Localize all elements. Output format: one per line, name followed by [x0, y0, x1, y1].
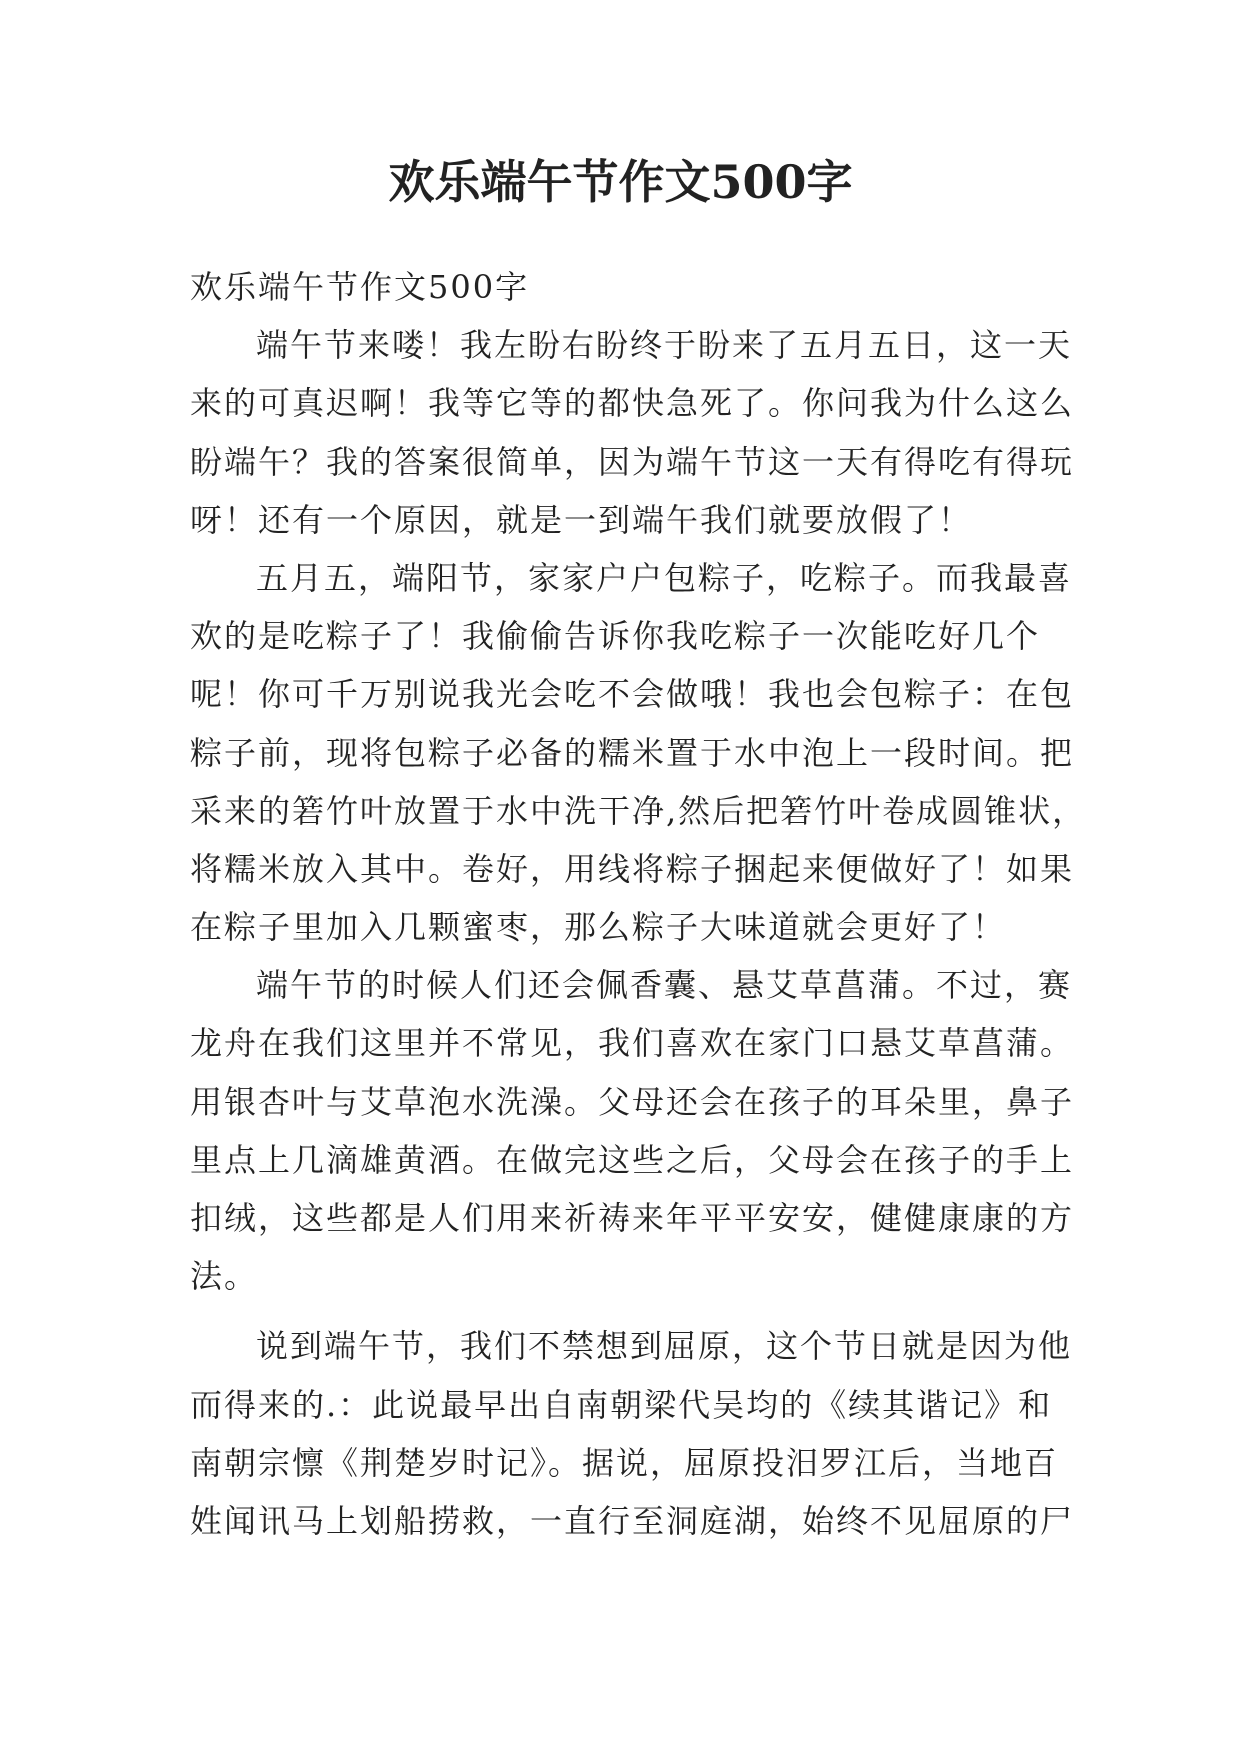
paragraph-3-line-2: 龙舟在我们这里并不常见，我们喜欢在家门口悬艾草菖蒲。: [190, 1024, 1075, 1063]
paragraph-2-line-7: 在粽子里加入几颗蜜枣，那么粽子大味道就会更好了！: [190, 908, 1007, 947]
subtitle-line: 欢乐端午节作文500字: [190, 268, 530, 306]
document-title: 欢乐端午节作文500字: [388, 155, 853, 209]
paragraph-3-line-6: 法。: [190, 1257, 259, 1296]
paragraph-4-line-3: 南朝宗懔《荆楚岁时记》。据说，屈原投汨罗江后，当地百: [190, 1443, 1059, 1482]
document-body: [190, 258, 1087, 1550]
paragraph-2-line-4: 粽子前，现将包粽子必备的糯米置于水中泡上一段时间。把: [190, 733, 1075, 772]
paragraph-4-line-2: 而得来的.：此说最早出自南朝梁代吴均的《续其谐记》和: [190, 1385, 1053, 1424]
paragraph-1-line-2: 来的可真迟啊！我等它等的都快急死了。你问我为什么这么: [190, 384, 1075, 423]
paragraph-4-line-1: 说到端午节，我们不禁想到屈原，这个节日就是因为他: [256, 1327, 1073, 1366]
paragraph-2-line-3: 呢！你可千万别说我光会吃不会做哦！我也会包粽子：在包: [190, 675, 1075, 714]
paragraph-2-line-5: 采来的箬竹叶放置于水中洗干净,然后把箬竹叶卷成圆锥状，: [190, 791, 1087, 830]
paragraph-2-line-2: 欢的是吃粽子了！我偷偷告诉你我吃粽子一次能吃好几个: [190, 617, 1041, 656]
paragraph-3-line-1: 端午节的时候人们还会佩香囊、悬艾草菖蒲。不过，赛: [256, 966, 1073, 1005]
paragraph-3-line-4: 里点上几滴雄黄酒。在做完这些之后，父母会在孩子的手上: [190, 1140, 1075, 1179]
paragraph-1-line-1: 端午节来喽！我左盼右盼终于盼来了五月五日，这一天: [256, 326, 1073, 365]
paragraph-2-line-1: 五月五，端阳节，家家户户包粽子，吃粽子。而我最喜: [256, 558, 1073, 597]
paragraph-3-line-5: 扣绒，这些都是人们用来祈祷来年平平安安，健健康康的方: [190, 1199, 1075, 1237]
paragraph-3-line-3: 用银杏叶与艾草泡水洗澡。父母还会在孩子的耳朵里，鼻子: [190, 1082, 1075, 1121]
paragraph-4-line-4: 姓闻讯马上划船捞救，一直行至洞庭湖，始终不见屈原的尸: [190, 1501, 1075, 1540]
paragraph-1-line-4: 呀！还有一个原因，就是一到端午我们就要放假了！: [190, 500, 973, 539]
paragraph-2-line-6: 将糯米放入其中。卷好，用线将粽子捆起来便做好了！如果: [190, 849, 1075, 888]
paragraph-1-line-3: 盼端午？我的答案很简单，因为端午节这一天有得吃有得玩: [190, 442, 1075, 481]
